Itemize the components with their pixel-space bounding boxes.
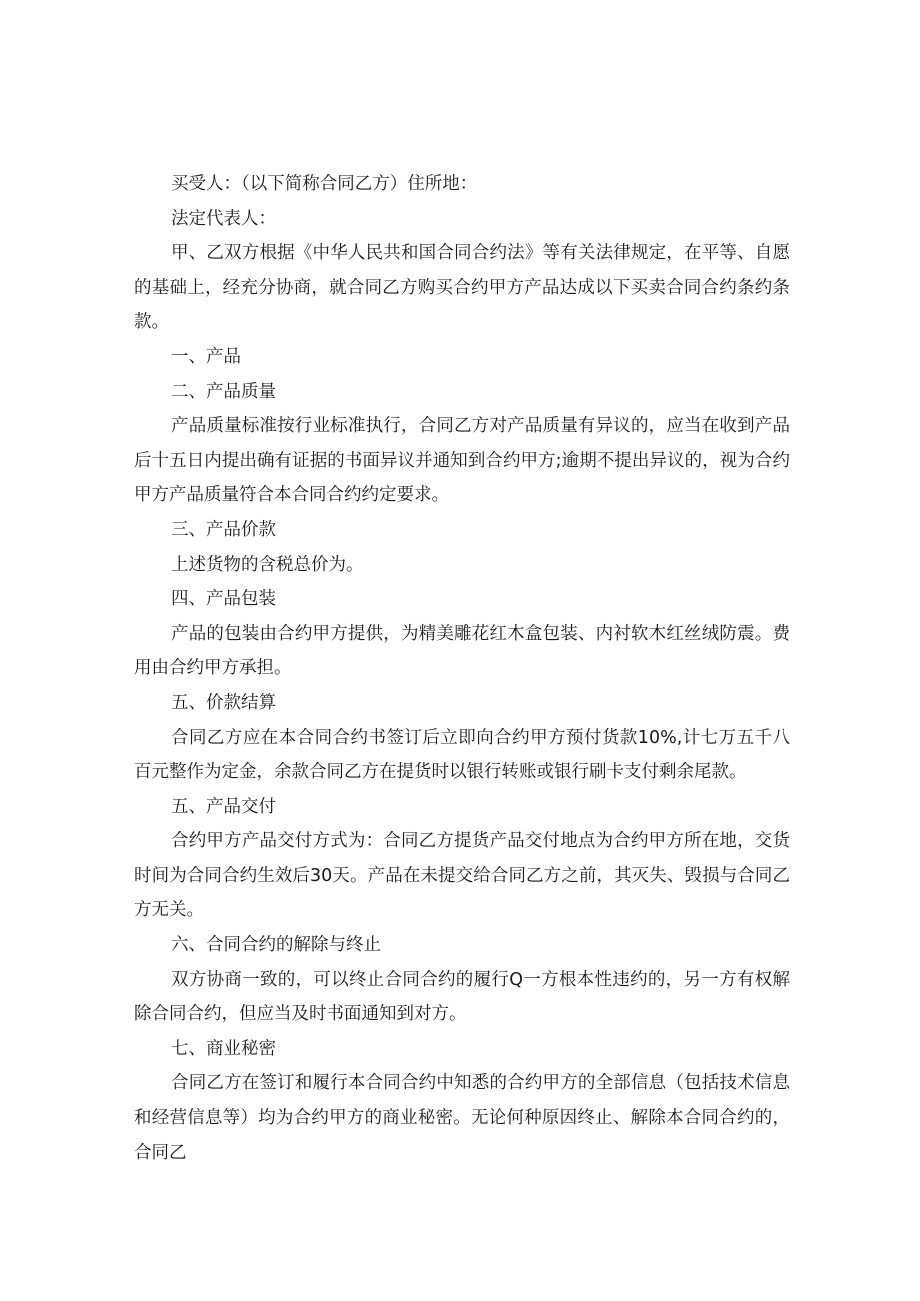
paragraph-delivery: 合约甲方产品交付方式为：合同乙方提货产品交付地点为合约甲方所在地，交货时间为合同合约生效后30天。产品在未提交给合同乙方之前，其灭失、毁损与合同乙方无关。 bbox=[134, 831, 790, 921]
section-heading-product: 一、产品 bbox=[171, 346, 241, 367]
paragraph-packaging: 产品的包装由合约甲方提供，为精美雕花红木盒包装、内衬软木红丝绒防震。费用由合约甲方承担。 bbox=[134, 623, 790, 679]
document-body bbox=[134, 167, 790, 1170]
section-heading-packaging: 四、产品包装 bbox=[171, 589, 276, 610]
paragraph-termination: 双方协商一致的，可以终止合同合约的履行Q一方根本性违约的，另一方有权解除合同合约，但应当及时书面通知到对方。 bbox=[134, 969, 790, 1025]
paragraph-settlement: 合同乙方应在本合同合约书签订后立即向合约甲方预付货款10%,计七万五千八百元整作为定金，余款合同乙方在提货时以银行转账或银行刷卡支付剩余尾款。 bbox=[134, 727, 790, 783]
section-heading-delivery: 五、产品交付 bbox=[171, 796, 276, 817]
section-heading-quality: 二、产品质量 bbox=[171, 381, 276, 402]
paragraph-buyer: 买受人：（以下简称合同乙方）住所地： bbox=[171, 174, 478, 194]
section-heading-settlement: 五、价款结算 bbox=[171, 692, 276, 713]
section-heading-termination: 六、合同合约的解除与终止 bbox=[171, 935, 381, 956]
paragraph-quality: 产品质量标准按行业标准执行，合同乙方对产品质量有异议的，应当在收到产品后十五日内提出确有证据的书面异议并通知到合约甲方;逾期不提出异议的，视为合约甲方产品质量符合本合同合约约定要求。 bbox=[134, 416, 790, 506]
section-heading-price: 三、产品价款 bbox=[171, 519, 276, 540]
section-heading-trade-secret: 七、商业秘密 bbox=[171, 1038, 276, 1059]
paragraph-legal-representative: 法定代表人： bbox=[171, 208, 276, 229]
paragraph-preamble: 甲、乙双方根据《中华人民共和国合同合约法》等有关法律规定，在平等、自愿的基础上，经充分协商，就合同乙方购买合约甲方产品达成以下买卖合同合约条约条款。 bbox=[134, 243, 790, 333]
paragraph-price: 上述货物的含税总价为。 bbox=[171, 554, 364, 575]
paragraph-trade-secret: 合同乙方在签订和履行本合同合约中知悉的合约甲方的全部信息（包括技术信息和经营信息等）均为合约甲方的商业秘密。无论何种原因终止、解除本合同合约的，合同乙 bbox=[134, 1073, 790, 1163]
